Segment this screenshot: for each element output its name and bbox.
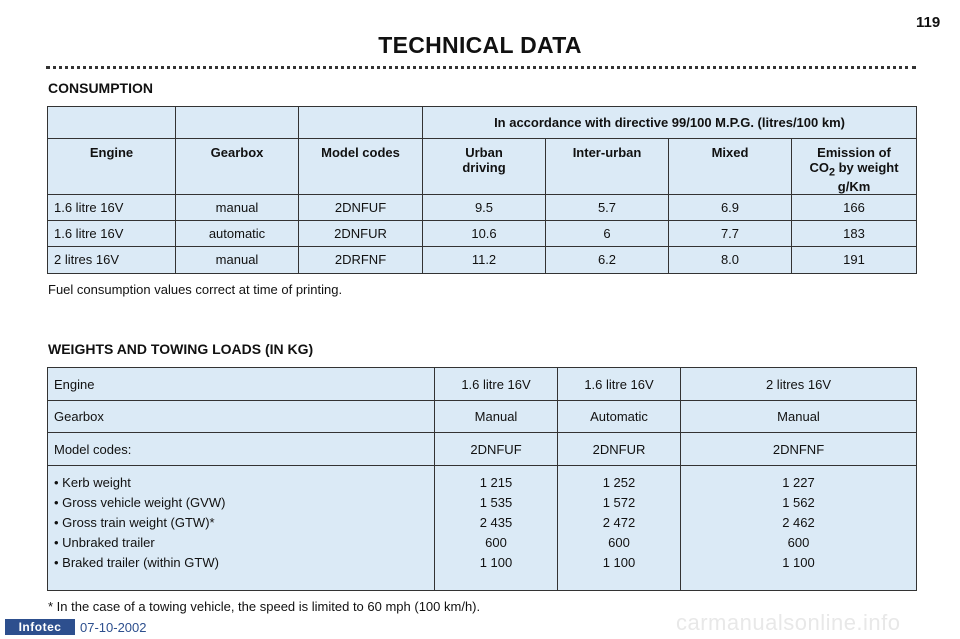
list-item: • Kerb weight [54, 475, 131, 490]
consumption-header-row [48, 139, 917, 195]
consumption-heading: CONSUMPTION [48, 80, 153, 96]
weights-gearbox-row: Gearbox Manual Automatic Manual [48, 401, 917, 433]
consumption-table [47, 106, 917, 274]
weight-item-list [48, 466, 435, 591]
col-gearbox: Gearbox [176, 139, 299, 195]
list-item: • Gross vehicle weight (GVW) [54, 495, 226, 510]
page-title: TECHNICAL DATA [378, 32, 582, 58]
col-mixed: Mixed [669, 139, 792, 195]
col-model-codes: Model codes [299, 139, 423, 195]
table-row: 2 litres 16V manual 2DRFNF 11.2 6.2 8.0 191 [48, 246, 917, 273]
directive-row [48, 107, 917, 139]
watermark: carmanualsonline.info [676, 610, 901, 635]
infotec-logo: Infotec [5, 619, 75, 635]
col-urban: Urban driving [423, 139, 546, 195]
list-item: • Braked trailer (within GTW) [54, 555, 219, 570]
col-engine: Engine [48, 139, 176, 195]
values-col-2: 1 252 1 572 2 472 600 1 100 [558, 466, 681, 591]
col-emission: Emission of $CO_2$ by weight g/Km [792, 139, 917, 195]
footer-date: 07-10-2002 [80, 620, 147, 635]
values-col-3: 1 227 1 562 2 462 600 1 100 [681, 466, 917, 591]
weights-values-row [48, 466, 917, 591]
table-row: 1.6 litre 16V manual 2DNFUF 9.5 5.7 6.9 166 [48, 194, 917, 220]
directive-header: In accordance with directive 99/100 M.P.G. (litres/100 km) [423, 107, 917, 139]
list-item: • Unbraked trailer [54, 535, 155, 550]
towing-footnote: * In the case of a towing vehicle, the speed is limited to 60 mph (100 km/h). [48, 599, 481, 614]
page-number: 119 [916, 14, 941, 31]
weights-engine-row: Engine 1.6 litre 16V 1.6 litre 16V 2 litres 16V [48, 368, 917, 401]
table-row: 1.6 litre 16V automatic 2DNFUR 10.6 6 7.7 183 [48, 220, 917, 246]
weights-codes-row: Model codes: 2DNFUF 2DNFUR 2DNFNF [48, 433, 917, 466]
consumption-note: Fuel consumption values correct at time of printing. [48, 282, 343, 297]
weights-table [47, 367, 917, 591]
col-inter-urban: Inter-urban [546, 139, 669, 195]
list-item: • Gross train weight (GTW)* [54, 515, 215, 530]
values-col-1: 1 215 1 535 2 435 600 1 100 [435, 466, 558, 591]
weights-heading: WEIGHTS AND TOWING LOADS (IN KG) [48, 341, 314, 357]
dotted-divider [46, 66, 916, 69]
